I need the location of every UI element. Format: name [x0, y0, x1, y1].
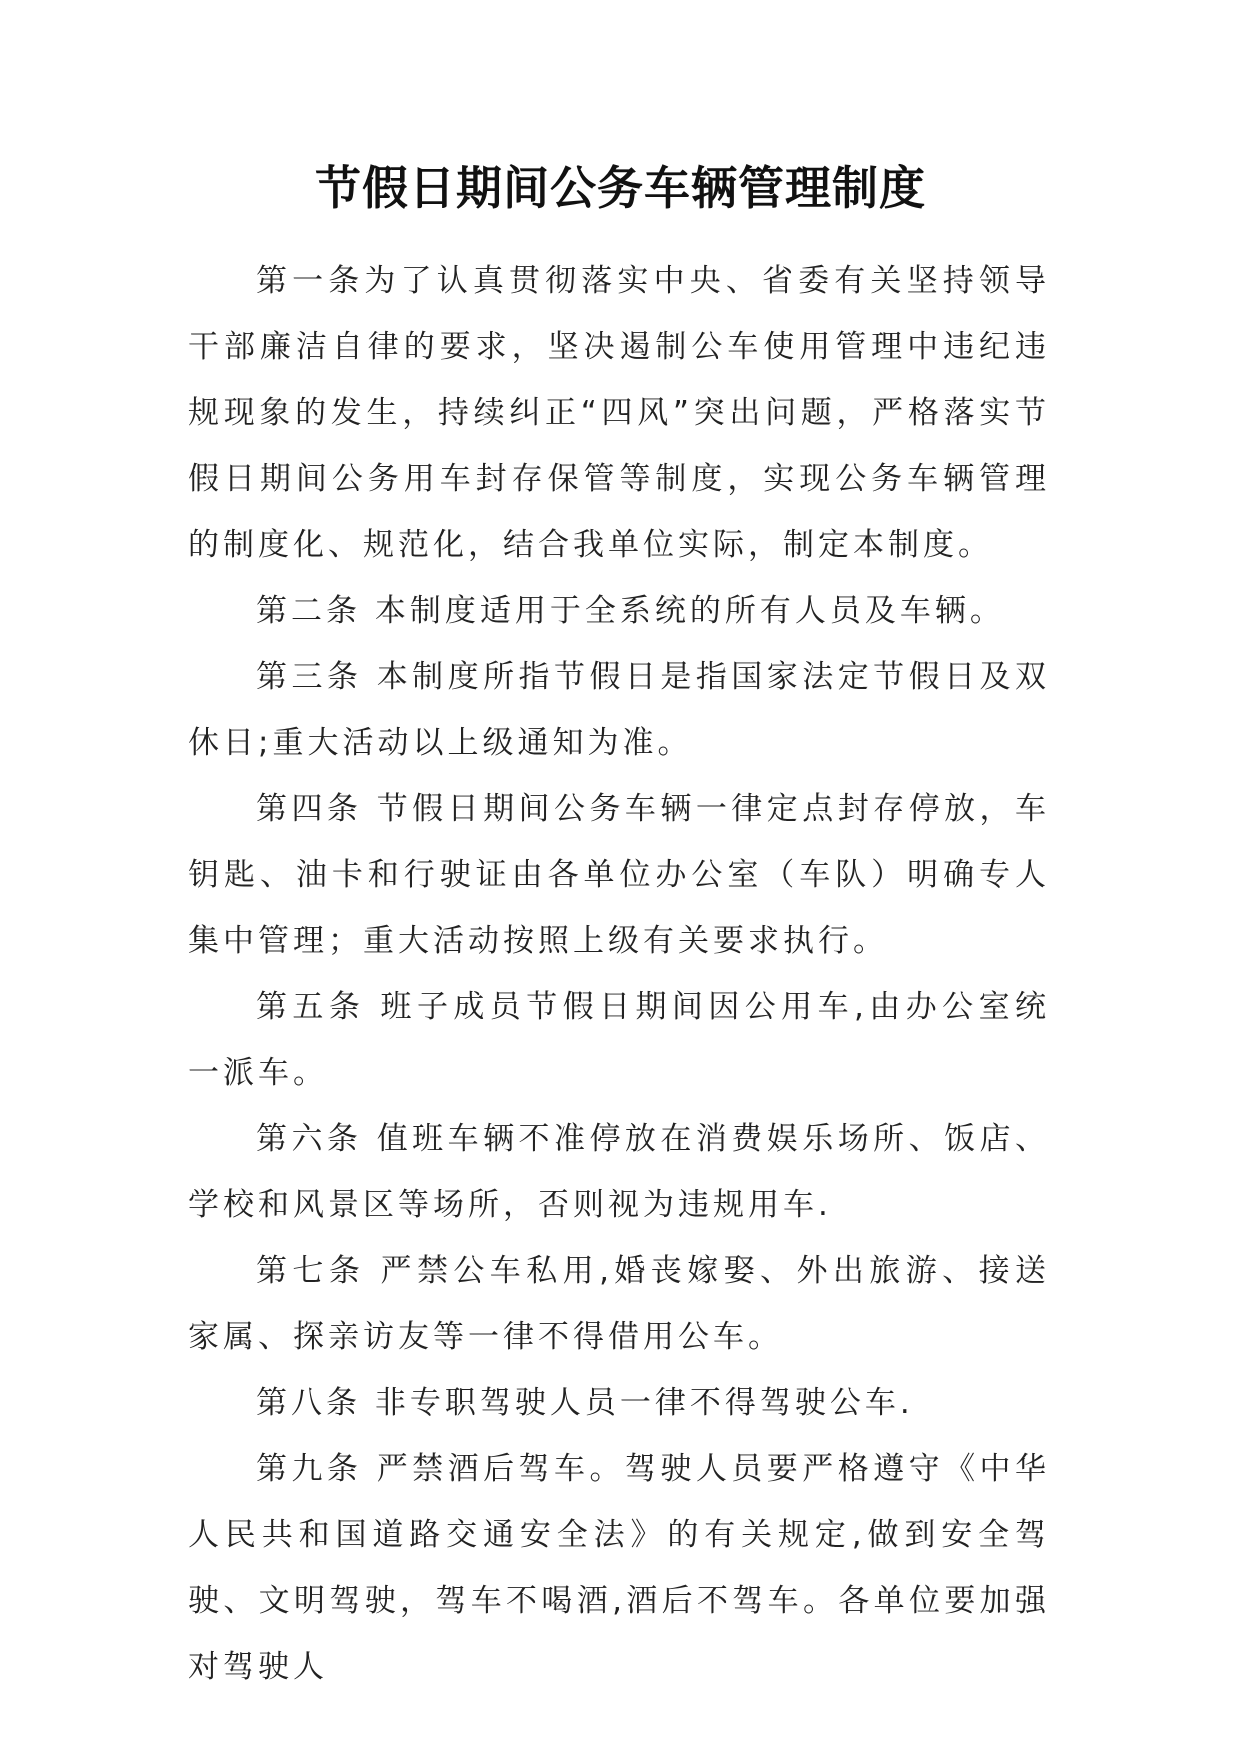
article-2-paragraph: 第二条 本制度适用于全系统的所有人员及车辆。 [256, 593, 1005, 629]
article-6-paragraph: 第六条 值班车辆不准停放在消费娱乐场所、饭店、学校和风景区等场所，否则视为违规用车. [188, 1121, 1050, 1223]
article-7-paragraph: 第七条 严禁公车私用,婚丧嫁娶、外出旅游、接送家属、探亲访友等一律不得借用公车。 [188, 1253, 1050, 1355]
article-3-paragraph: 第三条 本制度所指节假日是指国家法定节假日及双休日;重大活动以上级通知为准。 [188, 659, 1050, 761]
article-4-paragraph: 第四条 节假日期间公务车辆一律定点封存停放，车钥匙、油卡和行驶证由各单位办公室（车队）明确专人集中管理；重大活动按照上级有关要求执行。 [188, 791, 1050, 959]
article-9-paragraph: 第九条 严禁酒后驾车。驾驶人员要严格遵守《中华人民共和国道路交通安全法》的有关规定,做到安全驾驶、文明驾驶，驾车不喝酒,酒后不驾车。各单位要加强对驾驶人 [188, 1451, 1050, 1685]
document-body [188, 248, 1050, 1700]
article-1-paragraph: 第一条为了认真贯彻落实中央、省委有关坚持领导干部廉洁自律的要求，坚决遏制公车使用管理中违纪违规现象的发生，持续纠正“四风”突出问题，严格落实节假日期间公务用车封存保管等制度，实现公务车辆管理的制度化、规范化，结合我单位实际，制定本制度。 [188, 263, 1050, 563]
document-title: 节假日期间公务车辆管理制度 [315, 161, 926, 215]
article-5-paragraph: 第五条 班子成员节假日期间因公用车,由办公室统一派车。 [188, 989, 1050, 1091]
article-8-paragraph: 第八条 非专职驾驶人员一律不得驾驶公车. [256, 1385, 914, 1421]
